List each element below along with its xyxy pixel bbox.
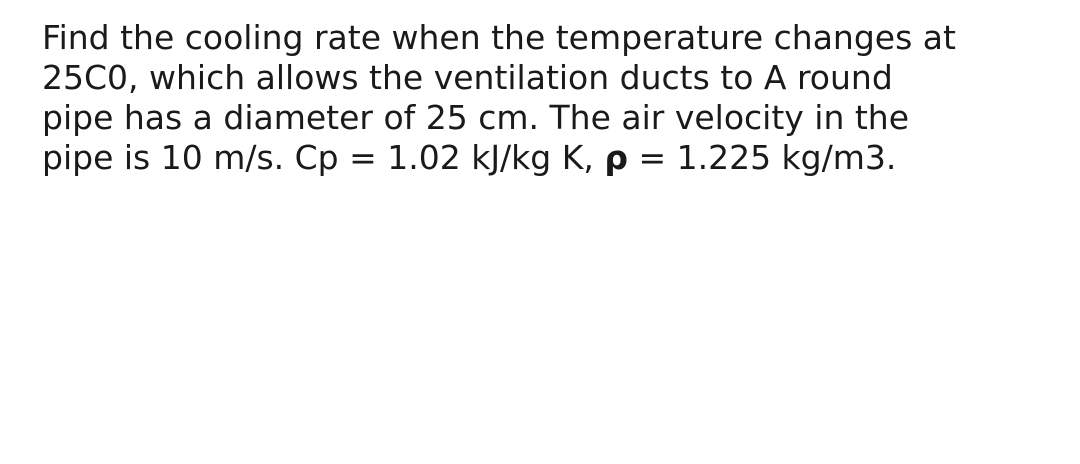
question-line-2: 25C0, which allows the ventilation ducts to A round: [42, 58, 893, 97]
question-line-4: [42, 138, 1062, 178]
question-line-3: pipe has a diameter of 25 cm. The air velocity in the: [42, 98, 910, 137]
rho-symbol: ρ: [604, 138, 628, 177]
question-text: [42, 18, 1062, 178]
question-line-4-end: = 1.225 kg/m3.: [627, 138, 897, 177]
question-line-4-start: pipe is 10 m/s. Cp = 1.02 kJ/kg K,: [42, 138, 605, 177]
question-line-1: Find the cooling rate when the temperature changes at: [42, 18, 956, 57]
